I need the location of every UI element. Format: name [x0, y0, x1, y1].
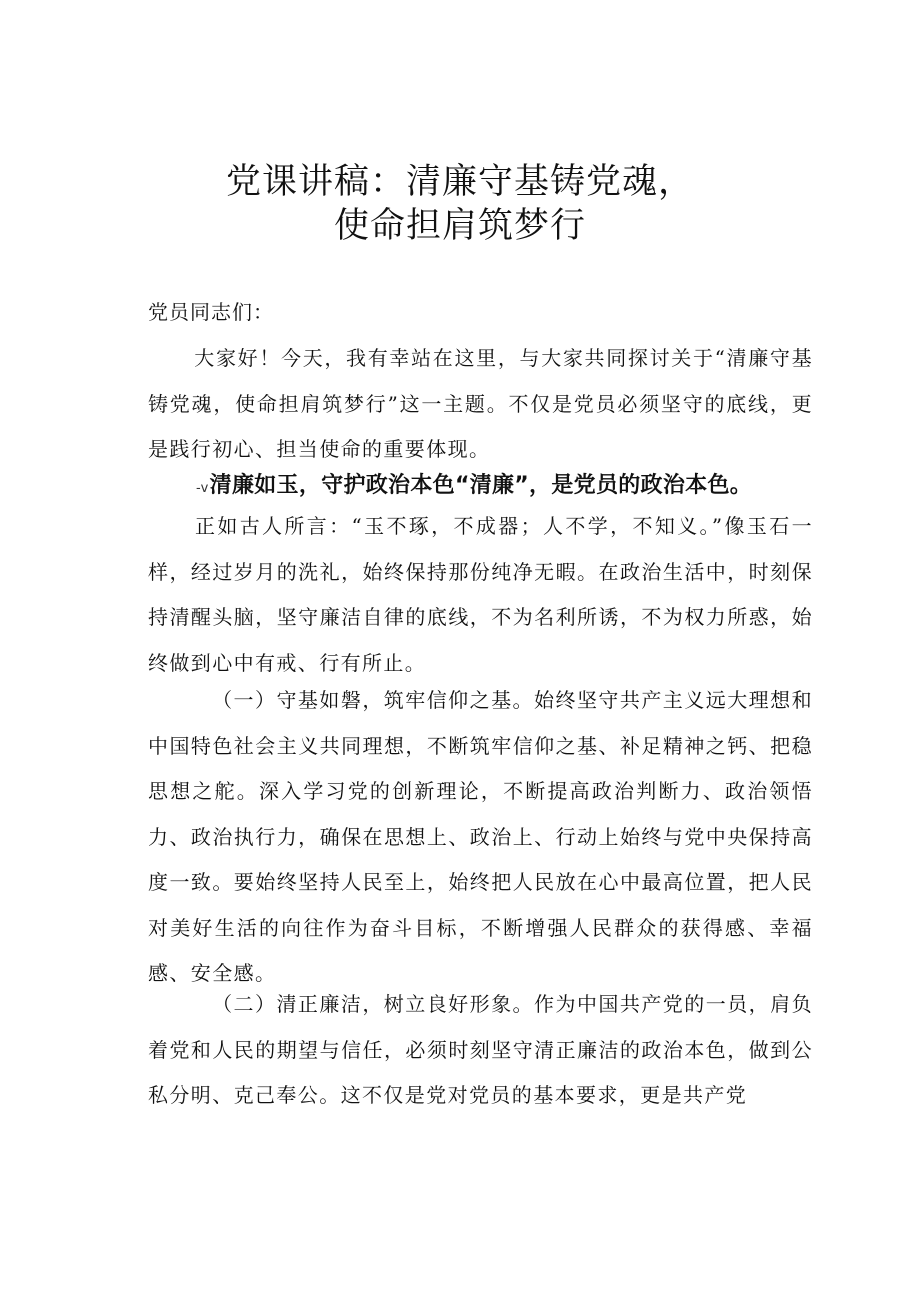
document-title-line-1: 党课讲稿：清廉守基铸党魂， [225, 162, 694, 202]
section-1-marker: -v [196, 481, 209, 496]
subsection-1-paragraph [148, 678, 813, 997]
section-1-text: 正如古人所言：“玉不琢，不成器；人不学，不知义。”像玉石一样，经过岁月的洗礼，始终保持那份纯净无暇。在政治生活中，时刻保持清醒头脑，坚守廉洁自律的底线，不为名利所诱，不为权力所惑，始终做到心中有戒、行有所止。 [148, 514, 813, 675]
section-1-heading-text: 清廉如玉，守护政治本色“清廉”，是党员的政治本色。 [209, 473, 753, 498]
section-1-paragraph [148, 504, 813, 686]
subsection-2-text: （二）清正廉洁，树立良好形象。作为中国共产党的一员，肩负着党和人民的期望与信任，必须时刻坚守清正廉洁的政治本色，做到公私分明、克己奉公。这不仅是党对党员的基本要求，更是共产党 [148, 992, 813, 1107]
document-title-line-2: 使命担肩筑梦行 [333, 206, 586, 246]
subsection-2-paragraph [148, 982, 813, 1119]
intro-paragraph [148, 336, 813, 473]
intro-text: 大家好！今天，我有幸站在这里，与大家共同探讨关于“清廉守基铸党魂，使命担肩筑梦行”这一主题。不仅是党员必须坚守的底线，更是践行初心、担当使命的重要体现。 [148, 346, 813, 461]
subsection-1-text: （一）守基如磐，筑牢信仰之基。始终坚守共产主义远大理想和中国特色社会主义共同理想，不断筑牢信仰之基、补足精神之钙、把稳思想之舵。深入学习党的创新理论，不断提高政治判断力、政治领悟力、政治执行力，确保在思想上、政治上、行动上始终与党中央保持高度一致。要始终坚持人民至上，始终把人民放在心中最高位置，把人民对美好生活的向往作为奋斗目标，不断增强人民群众的获得感、幸福感、安全感。 [148, 688, 813, 985]
section-1-heading [196, 468, 752, 507]
salutation: 党员同志们： [148, 300, 274, 324]
